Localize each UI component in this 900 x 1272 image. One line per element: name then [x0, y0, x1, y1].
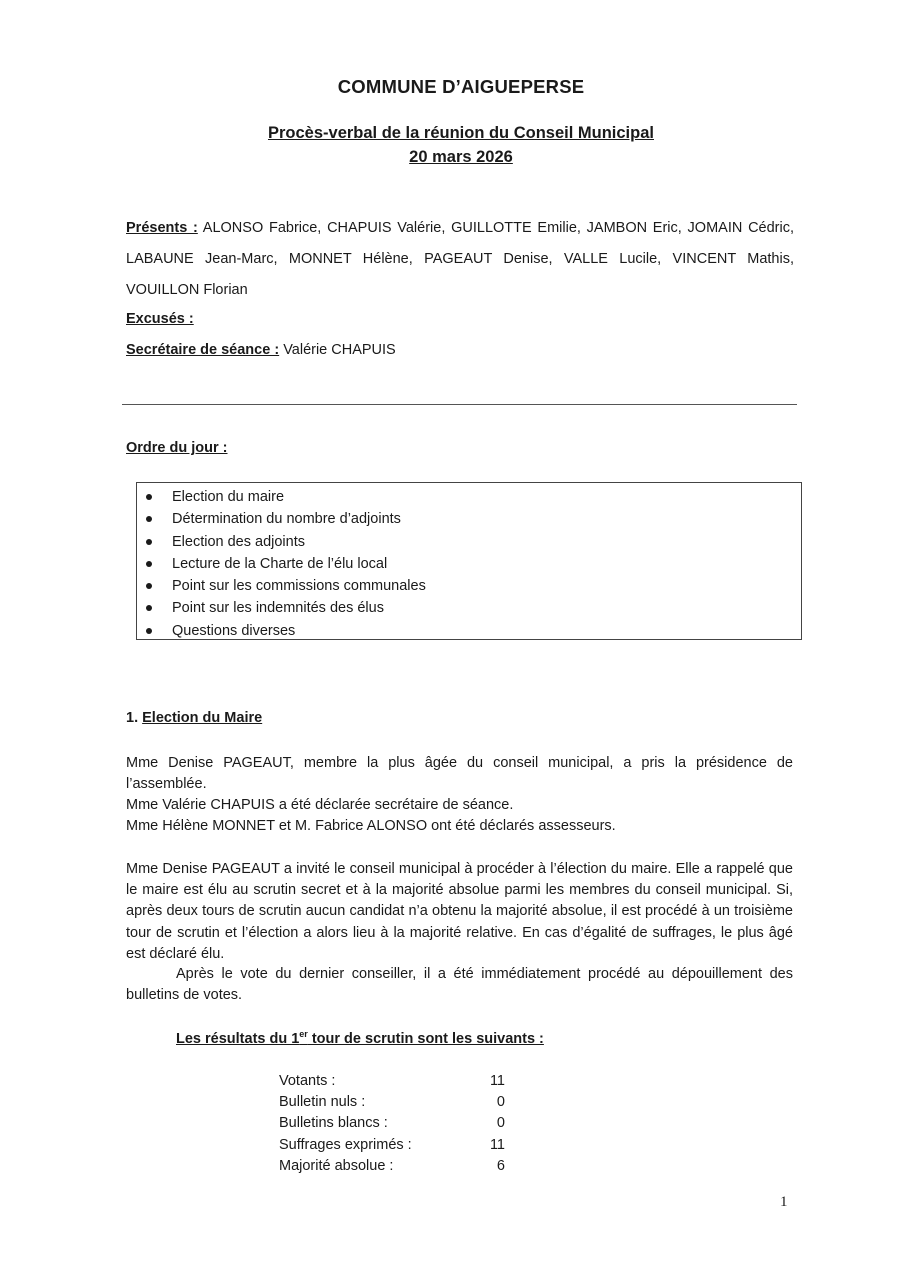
- result-label: Votants :: [279, 1073, 336, 1089]
- agenda-item-text: Lecture de la Charte de l’élu local: [172, 555, 388, 572]
- result-row-exprimes: [279, 1135, 505, 1156]
- result-label: Majorité absolue :: [279, 1157, 394, 1174]
- paragraph-secretaire: Mme Valérie CHAPUIS a été déclarée secrétaire de séance.: [126, 797, 514, 813]
- section-number: 1.: [126, 710, 139, 726]
- agenda-item-text: Election du maire: [172, 489, 285, 505]
- agenda-item-text: Election des adjoints: [172, 533, 305, 550]
- bullet-icon: [146, 539, 152, 545]
- paragraph-depouillement: Après le vote du dernier conseiller, il a été immédiatement procédé au dépouillement des bulletins de votes.: [126, 966, 793, 1004]
- agenda-list: [137, 486, 426, 642]
- result-label: Suffrages exprimés :: [279, 1136, 412, 1153]
- ordre-du-jour-label: [126, 440, 228, 456]
- pv-title: Procès-verbal de la réunion du Conseil Municipal: [267, 124, 654, 142]
- agenda-item: [137, 575, 426, 597]
- presents-paragraph: [126, 213, 794, 306]
- bullet-icon: [146, 561, 152, 567]
- secretaire-label: Secrétaire de séance :: [126, 342, 280, 358]
- bullet-icon: [146, 583, 152, 589]
- excuses-label: Excusés :: [126, 311, 194, 327]
- result-row-votants: [279, 1071, 505, 1092]
- agenda-item: [137, 597, 426, 619]
- secretaire-name: Valérie CHAPUIS: [283, 342, 396, 358]
- meeting-date: 20 mars 2026: [409, 148, 513, 166]
- presents-list: ALONSO Fabrice, CHAPUIS Valérie, GUILLOTTE Emilie, JAMBON Eric, JOMAIN Cédric, LABAUNE Jean-Marc, MONNET Hélène, PAGEAUT Denise, VALLE Lucile, VINCENT Mathis, VOUILLON Florian: [126, 220, 794, 298]
- commune-title: COMMUNE D’AIGUEPERSE: [337, 76, 585, 97]
- paragraph-assesseurs: Mme Hélène MONNET et M. Fabrice ALONSO ont été déclarés assesseurs.: [126, 818, 616, 834]
- bullet-icon: [146, 628, 152, 634]
- presents-label: Présents :: [126, 220, 198, 236]
- result-value: 6: [496, 1157, 505, 1174]
- page-number: 1: [780, 1194, 788, 1210]
- result-value: 11: [489, 1136, 505, 1153]
- agenda-item: [137, 620, 426, 642]
- bullet-icon: [146, 605, 152, 611]
- result-label: Bulletins blancs :: [279, 1115, 388, 1132]
- agenda-item-text: Point sur les commissions communales: [172, 578, 426, 595]
- agenda-item-text: Questions diverses: [172, 622, 296, 639]
- horizontal-divider: [122, 404, 797, 405]
- agenda-item: [137, 531, 426, 553]
- bullet-icon: [146, 516, 152, 522]
- agenda-item: [137, 508, 426, 530]
- ordre-du-jour-text: Ordre du jour :: [126, 440, 228, 456]
- result-value: 11: [489, 1073, 505, 1089]
- result-row-blancs: [279, 1113, 505, 1134]
- results-heading-sup: er: [299, 1029, 308, 1039]
- results-heading-pre: Les résultats du 1: [176, 1030, 300, 1047]
- result-row-majorite: [279, 1156, 505, 1177]
- agenda-item: [137, 553, 426, 575]
- result-label: Bulletin nuls :: [279, 1094, 366, 1111]
- results-heading-post: tour de scrutin sont les suivants :: [307, 1030, 544, 1047]
- result-value: 0: [496, 1094, 505, 1111]
- results-heading: [176, 1029, 544, 1047]
- bullet-icon: [146, 494, 152, 500]
- excuses-line: [126, 311, 194, 327]
- results-table: [279, 1071, 505, 1177]
- result-row-nuls: [279, 1092, 505, 1113]
- agenda-item-text: Point sur les indemnités des élus: [172, 600, 384, 617]
- paragraph-presidence: Mme Denise PAGEAUT, membre la plus âgée du conseil municipal, a pris la présidence de l’assemblée.: [126, 755, 793, 793]
- paragraph-election-rules: Mme Denise PAGEAUT a invité le conseil municipal à procéder à l’élection du maire. Elle a rappelé que le maire est élu au scrutin secret et à la majorité absolue parmi les membres du conseil municipal. Si, après deux tours de scrutin aucun candidat n’a obtenu la majorité absolue, il est procédé à un troisième tour de scrutin et l’élection a alors lieu à la majorité relative. En cas d’égalité de suffrages, le plus âgé est déclaré élu.: [126, 861, 793, 962]
- secretaire-line: [126, 342, 396, 358]
- agenda-item: [137, 486, 426, 508]
- result-value: 0: [496, 1115, 505, 1132]
- agenda-box: [136, 482, 802, 640]
- section-1-heading: [126, 710, 262, 726]
- section-title: Election du Maire: [142, 710, 263, 726]
- agenda-item-text: Détermination du nombre d’adjoints: [172, 511, 401, 528]
